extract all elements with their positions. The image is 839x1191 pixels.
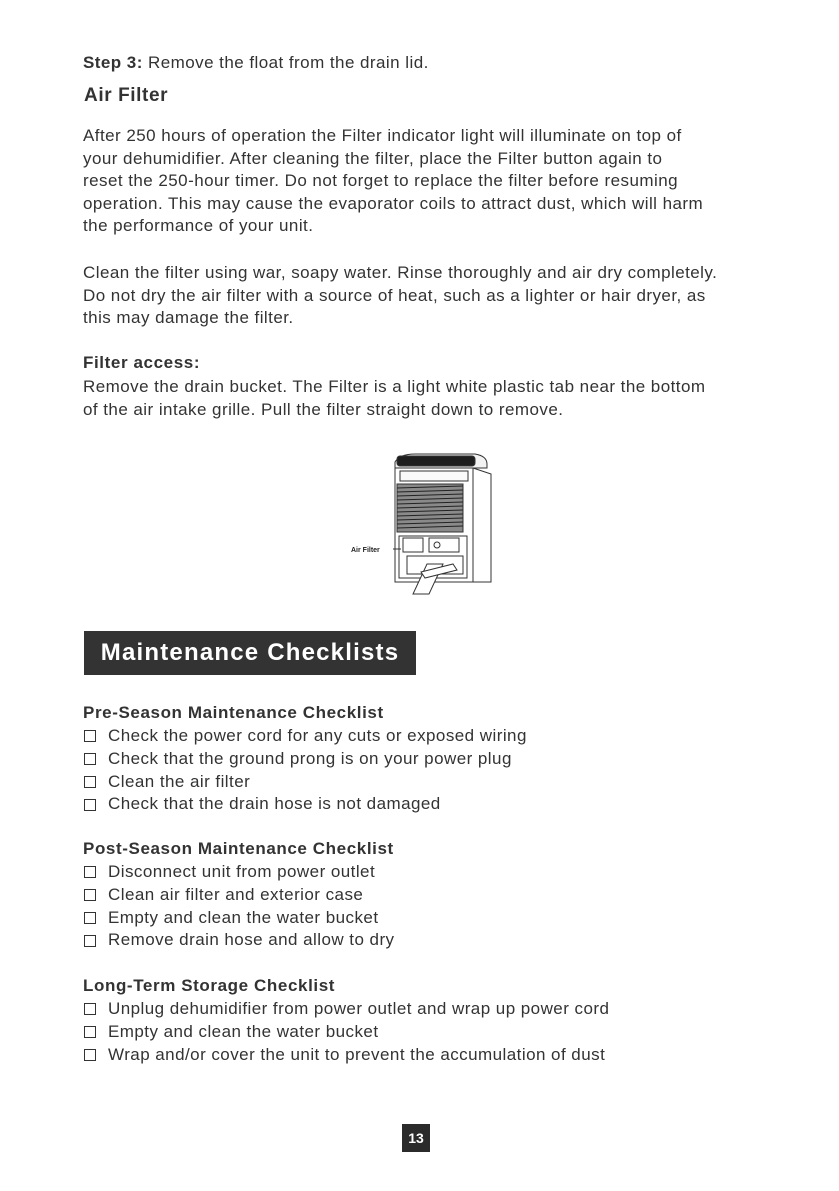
checklist-item xyxy=(83,929,395,952)
checklist-item-text: Check that the ground prong is on your power plug xyxy=(108,748,512,768)
checkbox-icon xyxy=(84,1003,96,1015)
text-line: of the air intake grille. Pull the filter straight down to remove. xyxy=(83,399,564,419)
checkbox-icon xyxy=(84,912,96,924)
text-line: Do not dry the air filter with a source of heat, such as a lighter or hair dryer, as xyxy=(83,285,706,305)
checklist-item xyxy=(83,725,527,748)
text-line: Remove the drain bucket. The Filter is a light white plastic tab near the bottom xyxy=(83,377,706,396)
storage-heading: Long-Term Storage Checklist xyxy=(83,976,336,995)
checklist-item xyxy=(83,884,395,907)
checkbox-icon xyxy=(84,935,96,947)
air-filter-paragraph-2 xyxy=(83,262,717,330)
page-number: 13 xyxy=(402,1124,430,1152)
filter-access-heading: Filter access: xyxy=(83,353,201,372)
post-season-checklist xyxy=(83,861,395,952)
checkbox-icon xyxy=(84,776,96,788)
text-line: the performance of your unit. xyxy=(83,216,314,236)
text-line: operation. This may cause the evaporator coils to attract dust, which will harm xyxy=(83,193,704,213)
pre-season-heading: Pre-Season Maintenance Checklist xyxy=(83,703,384,722)
checkbox-icon xyxy=(84,799,96,811)
filter-access-text xyxy=(83,376,705,421)
checkbox-icon xyxy=(84,730,96,742)
checkbox-icon xyxy=(84,1026,96,1038)
pre-season-checklist xyxy=(83,725,527,816)
step-3-label: Step 3: xyxy=(83,53,143,72)
air-filter-paragraph-1 xyxy=(83,125,703,238)
checklist-item-text: Check the power cord for any cuts or exposed wiring xyxy=(108,726,527,745)
checkbox-icon xyxy=(84,753,96,765)
checkbox-icon xyxy=(84,889,96,901)
checkbox-icon xyxy=(84,866,96,878)
checklist-item-text: Disconnect unit from power outlet xyxy=(108,862,376,881)
step-3-text: Remove the float from the drain lid. xyxy=(142,53,429,72)
air-filter-callout: Air Filter xyxy=(351,547,380,554)
checklist-item-text: Clean air filter and exterior case xyxy=(108,884,364,904)
checklist-item-text: Unplug dehumidifier from power outlet and wrap up power cord xyxy=(108,999,610,1018)
post-season-heading: Post-Season Maintenance Checklist xyxy=(83,839,394,858)
checklist-item xyxy=(83,861,395,884)
checklist-item-text: Empty and clean the water bucket xyxy=(108,907,379,927)
checklist-item xyxy=(83,793,527,816)
maintenance-checklists-banner: Maintenance Checklists xyxy=(84,631,416,675)
checkbox-icon xyxy=(84,1049,96,1061)
checklist-item xyxy=(83,1021,609,1044)
checklist-item xyxy=(83,907,395,930)
text-line: Clean the filter using war, soapy water. Rinse thoroughly and air dry completely. xyxy=(83,263,718,282)
checklist-item xyxy=(83,1044,609,1067)
checklist-item xyxy=(83,998,609,1021)
checklist-item xyxy=(83,748,527,771)
checklist-item-text: Wrap and/or cover the unit to prevent the accumulation of dust xyxy=(108,1044,606,1064)
checklist-item xyxy=(83,771,527,794)
storage-checklist xyxy=(83,998,609,1066)
air-filter-heading: Air Filter xyxy=(84,85,169,106)
checklist-item-text: Empty and clean the water bucket xyxy=(108,1021,379,1041)
text-line: reset the 250-hour timer. Do not forget to replace the filter before resuming xyxy=(83,171,679,191)
checklist-item-text: Clean the air filter xyxy=(108,771,251,791)
text-line: this may damage the filter. xyxy=(83,308,294,328)
checklist-item-text: Remove drain hose and allow to dry xyxy=(108,930,395,950)
step-3-instruction xyxy=(83,52,429,75)
text-line: your dehumidifier. After cleaning the filter, place the Filter button again to xyxy=(83,148,663,168)
dehumidifier-air-filter-diagram xyxy=(345,446,505,596)
text-line: After 250 hours of operation the Filter indicator light will illuminate on top of xyxy=(83,126,682,145)
checklist-item-text: Check that the drain hose is not damaged xyxy=(108,794,441,814)
